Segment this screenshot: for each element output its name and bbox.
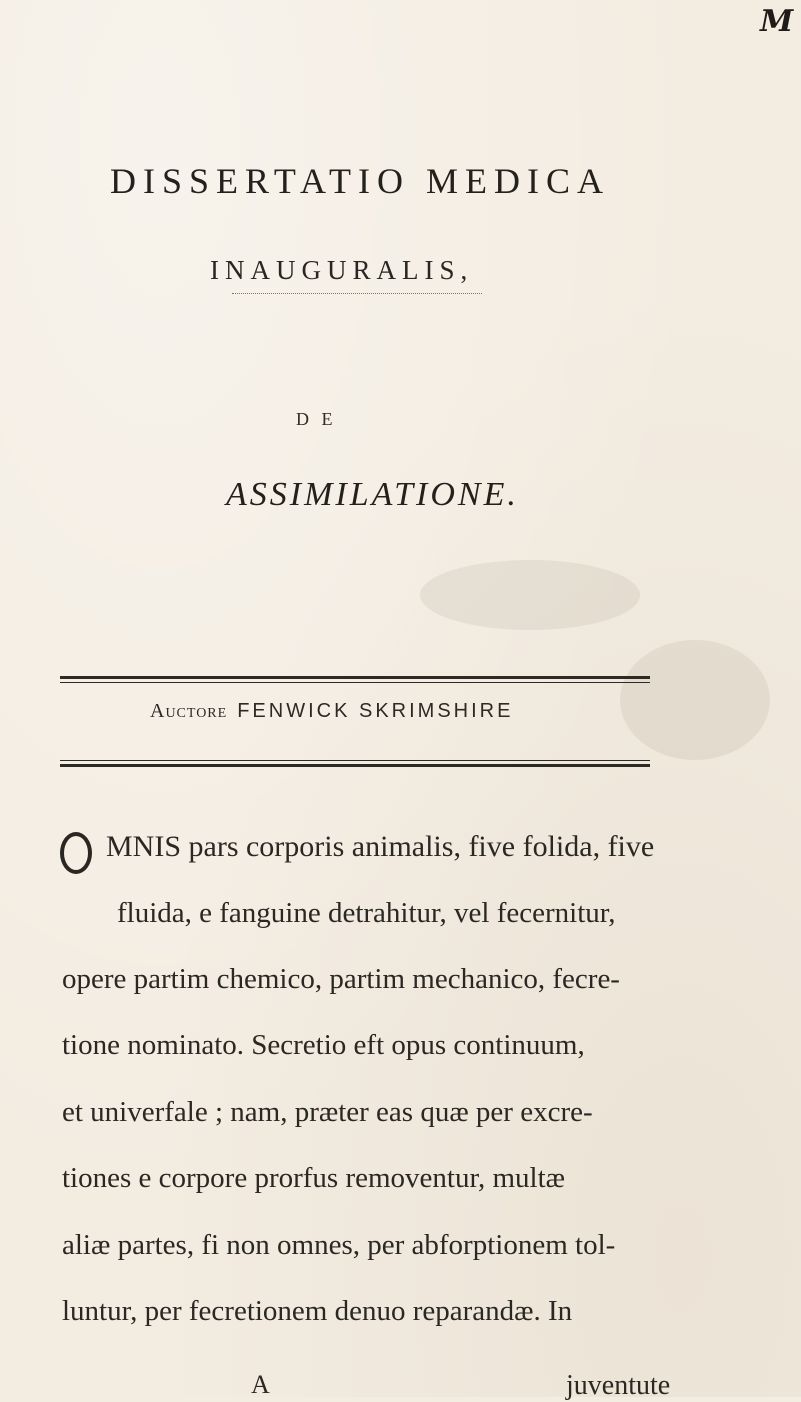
rule-thick-bottom <box>60 764 650 767</box>
body-line: et univerfale ; nam, præter eas quæ per excre- <box>62 1096 593 1128</box>
catchword: juventute <box>566 1370 671 1401</box>
dropcap-letter <box>56 820 57 821</box>
body-line: opere partim chemico, partim mechanico, fecre- <box>62 963 620 995</box>
body-line: luntur, per fecretionem denuo reparandæ. In <box>62 1295 573 1327</box>
page-title: DISSERTATIO MEDICA <box>110 161 610 201</box>
author-prefix: Auctore <box>150 700 228 722</box>
topic-heading: ASSIMILATIONE. <box>226 476 519 513</box>
paper-stain <box>620 640 770 760</box>
body-line: tione nominato. Secretio eft opus continuum, <box>62 1029 585 1061</box>
dropcap-o <box>60 832 92 874</box>
corner-mark: M <box>760 4 792 39</box>
body-line: MNIS pars corporis animalis, five folida, five <box>106 830 655 863</box>
subtitle: INAUGURALIS, <box>210 255 474 285</box>
body-line: tiones e corpore prorfus removentur, multæ <box>62 1162 565 1194</box>
rule-thick-top <box>60 676 650 679</box>
paper-stain <box>420 560 640 630</box>
de-heading: D E <box>296 409 337 429</box>
subtitle-underline <box>232 293 482 294</box>
rule-thin-bottom <box>60 760 650 761</box>
author-line <box>150 700 513 723</box>
signature-mark: A <box>251 1370 270 1399</box>
body-line: aliæ partes, fi non omnes, per abforptionem tol- <box>62 1229 616 1261</box>
body-line: fluida, e fanguine detrahitur, vel fecernitur, <box>117 897 616 929</box>
author-name: FENWICK SKRIMSHIRE <box>237 700 514 722</box>
rule-thin-top <box>60 682 650 683</box>
